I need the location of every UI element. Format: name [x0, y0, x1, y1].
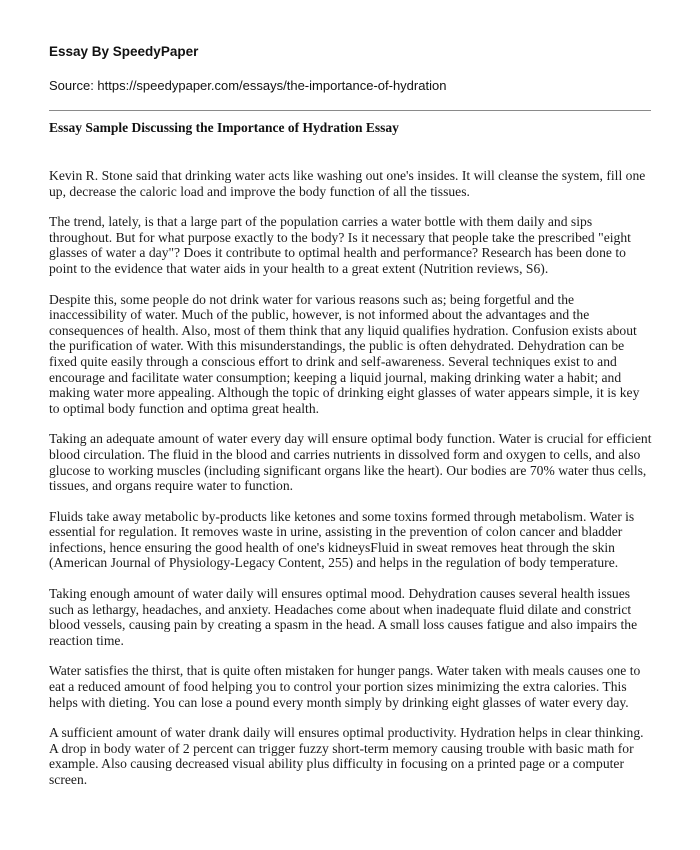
paragraph: Taking an adequate amount of water every day will ensure optimal body function. Water is crucial for efficient blood circulation. The fluid in the blood and carries nutrients in dissolved form and oxygen to cells, and also glucose to working muscles (including significant organs like the heart). Our bodies are 70% water thus cells, tissues, and organs require water to function. — [49, 431, 652, 494]
essay-body — [49, 168, 653, 803]
essay-title: Essay Sample Discussing the Importance of Hydration Essay — [49, 120, 399, 135]
source-line: Source: https://speedypaper.com/essays/the-importance-of-hydration — [49, 78, 447, 93]
paragraph: Despite this, some people do not drink water for various reasons such as; being forgetful and the inaccessibility of water. Much of the public, however, is not informed about the advantages and the consequences of health. Also, most of them think that any liquid qualifies hydration. Confusion exists about the purification of water. With this misunderstandings, the public is often dehydrated. Dehydration can be fixed quite easily through a conscious effort to drink and self-awareness. Several techniques exist to and encourage and facilitate water consumption; keeping a liquid journal, making drinking water a habit; and making water more appealing. Although the topic of drinking eight glasses of water appears simple, it is key to optimal body function and optima great health. — [49, 291, 640, 416]
paragraph: Kevin R. Stone said that drinking water acts like washing out one's insides. It will cleanse the system, fill one up, decrease the caloric load and improve the body function of all the tissues. — [49, 168, 646, 199]
header-divider — [49, 110, 651, 111]
paragraph: A sufficient amount of water drank daily will ensures optimal productivity. Hydration helps in clear thinking. A drop in body water of 2 percent can trigger fuzzy short-term memory causing trouble with basic math for example. Also causing decreased visual ability plus difficulty in focusing on a printed page or a computer screen. — [49, 725, 644, 787]
paragraph: The trend, lately, is that a large part of the population carries a water bottle with them daily and sips throughout. But for what purpose exactly to the body? Is it necessary that people take the prescribed "eight glasses of water a day"? Does it contribute to optimal health and performance? Research has been done to point to the evidence that water aids in your health to a great extent (Nutrition reviews, S6). — [49, 214, 631, 276]
paragraph: Fluids take away metabolic by-products like ketones and some toxins formed through metabolism. Water is essential for regulation. It removes waste in urine, assisting in the prevention of colon cancer and bladder infections, hence ensuring the good health of one's kidneysFluid in sweat removes heat through the skin (American Journal of Physiology-Legacy Content, 255) and helps in the regulation of body temperature. — [49, 508, 635, 571]
paragraph: Taking enough amount of water daily will ensures optimal mood. Dehydration causes several health issues such as lethargy, headaches, and anxiety. Headaches come about when inadequate fluid dilate and constrict blood vessels, causing pain by creating a spasm in the head. A small loss causes fatigue and also impairs the reaction time. — [49, 586, 638, 648]
paragraph: Water satisfies the thirst, that is quite often mistaken for hunger pangs. Water taken with meals causes one to eat a reduced amount of food helping you to control your portion sizes minimizing the extra calories. This helps with dieting. You can lose a pound every month simply by drinking eight glasses of water every day. — [49, 663, 641, 710]
document-header — [49, 44, 657, 94]
site-title: Essay By SpeedyPaper — [49, 44, 199, 59]
